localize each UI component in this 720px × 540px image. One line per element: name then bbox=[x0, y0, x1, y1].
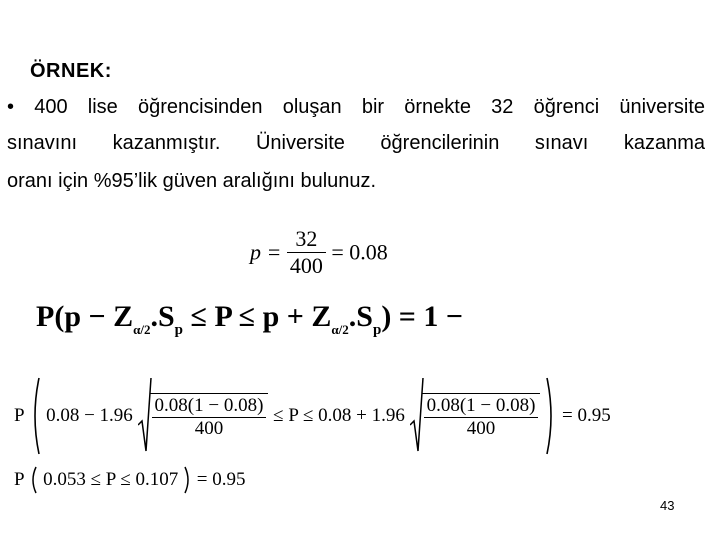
eq4-lead: P bbox=[14, 469, 25, 490]
eq3-left-term: 0.08 − 1.96 bbox=[46, 405, 133, 426]
eq3-sqrt-2 bbox=[410, 377, 541, 455]
eq3-root-den-2: 400 bbox=[424, 417, 539, 440]
eq1-denominator: 400 bbox=[287, 252, 326, 279]
eq3-sqrt-1 bbox=[138, 377, 269, 455]
eq4-inner: 0.053 ≤ P ≤ 0.107 bbox=[43, 469, 179, 490]
eq3-root-fraction-1 bbox=[152, 395, 267, 440]
eq1-numerator: 32 bbox=[295, 226, 318, 251]
eq2-sub-3: α/2 bbox=[331, 322, 349, 337]
eq2-part-3: ≤ P ≤ p + Z bbox=[183, 300, 332, 333]
problem-statement bbox=[7, 97, 705, 191]
eq1-lhs: p = bbox=[250, 239, 282, 265]
eq2-sub-2: p bbox=[174, 322, 184, 338]
slide-title: ÖRNEK: bbox=[30, 60, 112, 82]
statement-line-1: • 400 lise öğrencisinden oluşan bir örnekte 32 öğrenci üniversite bbox=[7, 96, 705, 118]
left-big-paren-icon bbox=[29, 376, 41, 456]
equation-ci-numeric bbox=[14, 376, 611, 456]
page-number: 43 bbox=[660, 498, 675, 513]
eq1-rhs: = 0.08 bbox=[331, 239, 388, 265]
eq2-part-5: ) = 1 − bbox=[381, 300, 463, 333]
eq4-rhs: = 0.95 bbox=[196, 469, 246, 490]
left-paren-icon bbox=[29, 466, 38, 494]
eq3-root-fraction-2 bbox=[424, 395, 539, 440]
eq2-part-2: .S bbox=[150, 300, 175, 333]
equation-ci-result bbox=[14, 466, 246, 494]
right-paren-icon bbox=[183, 466, 192, 494]
eq2-sub-1: α/2 bbox=[133, 322, 151, 337]
eq3-root-num-1: 0.08(1 − 0.08) bbox=[154, 394, 264, 416]
statement-line-2: sınavını kazanmıştır. Üniversite öğrencilerinin sınavı kazanma bbox=[7, 132, 705, 154]
eq3-middle: ≤ P ≤ 0.08 + 1.96 bbox=[273, 405, 405, 426]
eq3-root-num-2: 0.08(1 − 0.08) bbox=[426, 394, 536, 416]
right-big-paren-icon bbox=[545, 376, 557, 456]
equation-ci-formula bbox=[36, 300, 463, 339]
eq3-lead: P bbox=[14, 405, 25, 426]
eq1-fraction bbox=[287, 226, 326, 279]
eq3-root-den-1: 400 bbox=[152, 417, 267, 440]
eq2-part-4: .S bbox=[348, 300, 373, 333]
equation-sample-proportion bbox=[250, 226, 388, 279]
statement-line-3: oranı için %95’lik güven aralığını bulunuz. bbox=[7, 170, 377, 192]
eq2-sub-4: p bbox=[372, 322, 382, 338]
eq3-rhs: = 0.95 bbox=[561, 405, 611, 426]
eq2-part-1: P(p − Z bbox=[36, 300, 134, 333]
